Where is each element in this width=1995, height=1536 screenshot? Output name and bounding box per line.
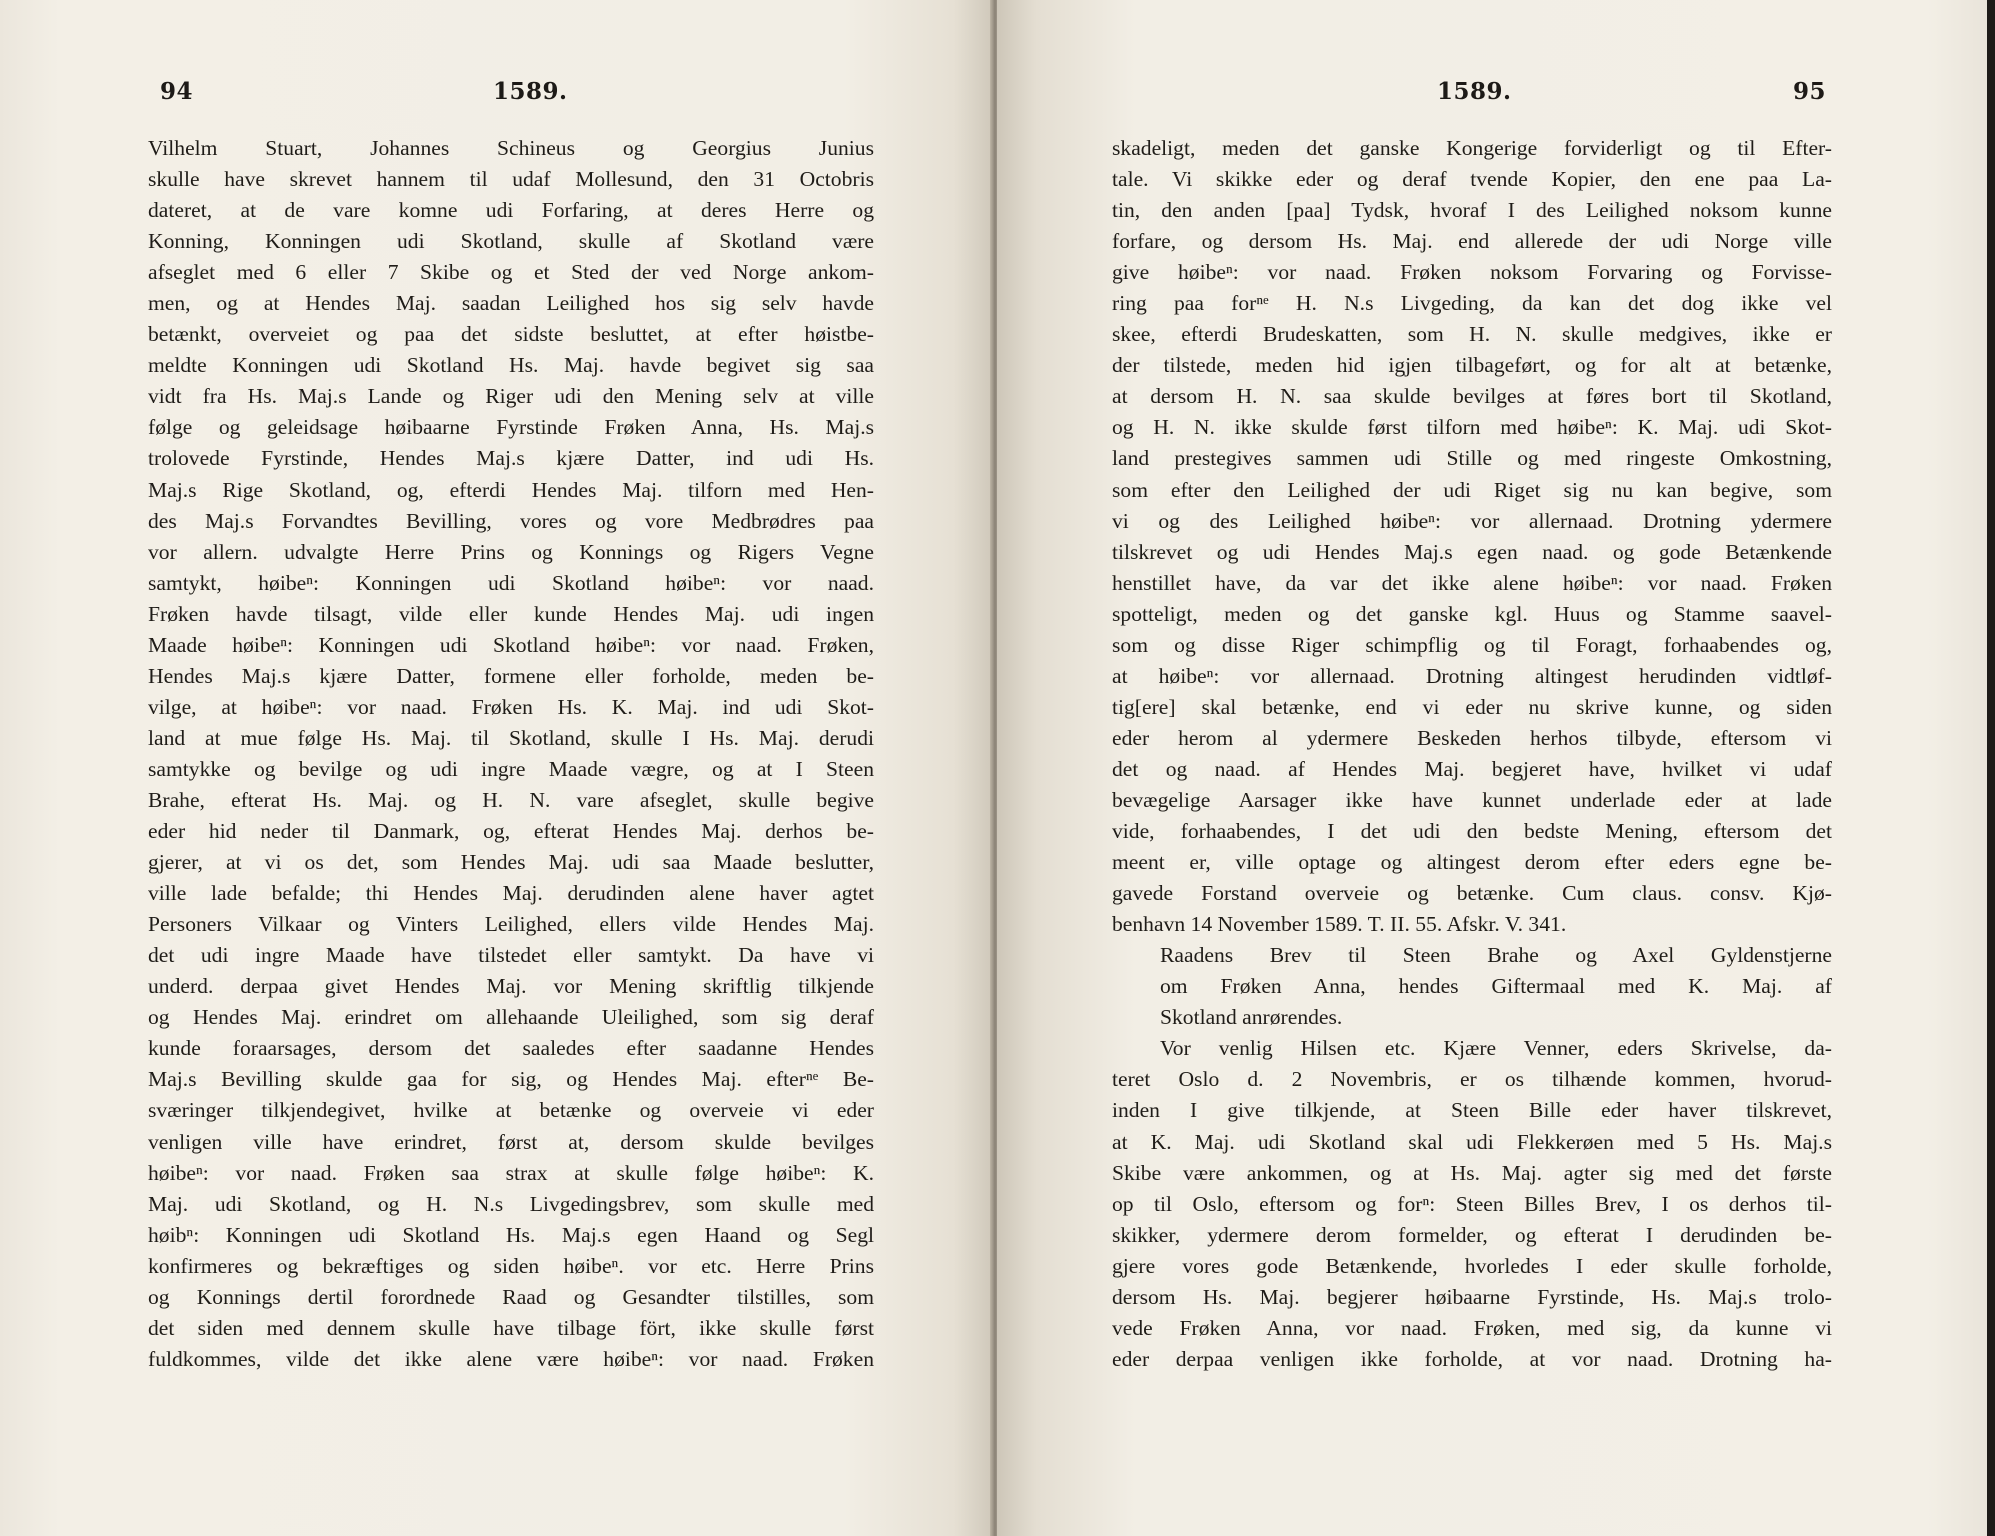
text-line: Maade høibeⁿ: Konningen udi Skotland høibeⁿ: vor naad. Frøken, bbox=[148, 632, 874, 657]
text-line: benhavn 14 November 1589. T. II. 55. Afskr. V. 341. bbox=[1112, 912, 1567, 937]
text-line: gjerer, at vi os det, som Hendes Maj. udi saa Maade beslutter, bbox=[148, 850, 874, 875]
right-running-head: 1589. bbox=[1437, 78, 1512, 105]
text-line: henstillet have, da var det ikke alene høibeⁿ: vor naad. Frøken bbox=[1112, 570, 1832, 595]
text-line: ring paa forⁿᵉ H. N.s Livgeding, da kan det dog ikke vel bbox=[1112, 291, 1832, 316]
text-line: Raadens Brev til Steen Brahe og Axel Gyldenstjerne bbox=[1160, 943, 1832, 968]
left-page-body bbox=[148, 133, 874, 1375]
text-line: afseglet med 6 eller 7 Skibe og et Sted der ved Norge ankom- bbox=[148, 260, 874, 285]
text-line: land at mue følge Hs. Maj. til Skotland, skulle I Hs. Maj. derudi bbox=[148, 725, 874, 750]
text-line: kunde foraarsages, dersom det saaledes efter saadanne Hendes bbox=[148, 1036, 874, 1061]
text-line: eder derpaa venligen ikke forholde, at vor naad. Drotning ha- bbox=[1112, 1346, 1832, 1371]
text-line: høibeⁿ: vor naad. Frøken saa strax at skulle følge høibeⁿ: K. bbox=[148, 1160, 874, 1185]
text-line: vi og des Leilighed høibeⁿ: vor allernaad. Drotning ydermere bbox=[1112, 508, 1832, 533]
text-line: Personers Vilkaar og Vinters Leilighed, ellers vilde Hendes Maj. bbox=[148, 912, 874, 937]
text-line: samtykt, høibeⁿ: Konningen udi Skotland høibeⁿ: vor naad. bbox=[148, 570, 874, 595]
text-line: tilskrevet og udi Hendes Maj.s egen naad. og gode Betænkende bbox=[1112, 539, 1832, 564]
text-line: dersom Hs. Maj. begjerer høibaarne Fyrstinde, Hs. Maj.s trolo- bbox=[1112, 1284, 1832, 1309]
text-line: som efter den Leilighed der udi Riget sig nu kan begive, som bbox=[1112, 477, 1832, 502]
text-line: des Maj.s Forvandtes Bevilling, vores og vore Medbrødres paa bbox=[148, 508, 874, 533]
text-line: vide, forhaabendes, I det udi den bedste Mening, eftersom det bbox=[1112, 819, 1832, 844]
text-line: høibⁿ: Konningen udi Skotland Hs. Maj.s egen Haand og Segl bbox=[148, 1222, 874, 1247]
left-page-number: 94 bbox=[160, 78, 194, 105]
text-line: eder hid neder til Danmark, og, efterat Hendes Maj. derhos be- bbox=[148, 819, 874, 844]
text-line: ville lade befalde; thi Hendes Maj. derudinden alene haver agtet bbox=[148, 881, 874, 906]
right-page-number: 95 bbox=[1793, 78, 1827, 105]
text-line: betænkt, overveiet og paa det sidste besluttet, at efter høistbe- bbox=[148, 322, 874, 347]
text-line: det og naad. af Hendes Maj. begjeret have, hvilket vi udaf bbox=[1112, 756, 1832, 781]
text-line: land prestegives sammen udi Stille og med ringeste Omkostning, bbox=[1112, 446, 1832, 471]
text-line: meent er, ville optage og altingest derom efter eders egne be- bbox=[1112, 850, 1832, 875]
text-line: give høibeⁿ: vor naad. Frøken noksom Forvaring og Forvisse- bbox=[1112, 260, 1832, 285]
text-line: det udi ingre Maade have tilstedet eller samtykt. Da have vi bbox=[148, 943, 874, 968]
text-line: samtykke og bevilge og udi ingre Maade vægre, og at I Steen bbox=[148, 756, 874, 781]
text-line: og Konnings dertil forordnede Raad og Gesandter tilstilles, som bbox=[148, 1284, 874, 1309]
text-line: at K. Maj. udi Skotland skal udi Flekkerøen med 5 Hs. Maj.s bbox=[1112, 1129, 1832, 1154]
text-line: det siden med dennem skulle have tilbage fört, ikke skulle først bbox=[148, 1315, 874, 1340]
text-line: Skotland anrørendes. bbox=[1160, 1005, 1343, 1030]
text-line: tale. Vi skikke eder og deraf tvende Kopier, den ene paa La- bbox=[1112, 167, 1832, 192]
text-line: Skibe være ankommen, og at Hs. Maj. agter sig med det første bbox=[1112, 1160, 1832, 1185]
text-line: konfirmeres og bekræftiges og siden høibeⁿ. vor etc. Herre Prins bbox=[148, 1253, 874, 1278]
text-line: trolovede Fyrstinde, Hendes Maj.s kjære Datter, ind udi Hs. bbox=[148, 446, 874, 471]
text-line: bevægelige Aarsager ikke have kunnet underlade eder at lade bbox=[1112, 787, 1832, 812]
right-page bbox=[997, 0, 1987, 1536]
text-line: følge og geleidsage høibaarne Fyrstinde Frøken Anna, Hs. Maj.s bbox=[148, 415, 874, 440]
text-line: gjere vores gode Betænkende, hvorledes I eder skulle forholde, bbox=[1112, 1253, 1832, 1278]
text-line: fuldkommes, vilde det ikke alene være høibeⁿ: vor naad. Frøken bbox=[148, 1346, 874, 1371]
text-line: og H. N. ikke skulde først tilforn med høibeⁿ: K. Maj. udi Skot- bbox=[1112, 415, 1832, 440]
text-line: Brahe, efterat Hs. Maj. og H. N. vare afseglet, skulle begive bbox=[148, 787, 874, 812]
text-line: om Frøken Anna, hendes Giftermaal med K. Maj. af bbox=[1160, 974, 1832, 999]
right-page-body bbox=[1112, 133, 1832, 1375]
text-line: tin, den anden [paa] Tydsk, hvoraf I des Leilighed noksom kunne bbox=[1112, 198, 1832, 223]
text-line: tig[ere] skal betænke, end vi eder nu skrive kunne, og siden bbox=[1112, 694, 1832, 719]
text-line: Maj. udi Skotland, og H. N.s Livgedingsbrev, som skulle med bbox=[148, 1191, 874, 1216]
text-line: Frøken havde tilsagt, vilde eller kunde Hendes Maj. udi ingen bbox=[148, 601, 874, 626]
text-line: Vilhelm Stuart, Johannes Schineus og Georgius Junius bbox=[148, 136, 874, 160]
text-line: vede Frøken Anna, vor naad. Frøken, med sig, da kunne vi bbox=[1112, 1315, 1832, 1340]
text-line: Konning, Konningen udi Skotland, skulle af Skotland være bbox=[148, 229, 874, 254]
left-page bbox=[0, 0, 993, 1536]
text-line: at dersom H. N. saa skulde bevilges at føres bort til Skotland, bbox=[1112, 384, 1832, 409]
text-line: vor allern. udvalgte Herre Prins og Konnings og Rigers Vegne bbox=[148, 539, 874, 564]
text-line: op til Oslo, eftersom og forⁿ: Steen Billes Brev, I os derhos til- bbox=[1112, 1191, 1832, 1216]
text-line: skulle have skrevet hannem til udaf Mollesund, den 31 Octobris bbox=[148, 167, 874, 192]
text-line: der tilstede, meden hid igjen tilbageført, og for alt at betænke, bbox=[1112, 353, 1832, 378]
text-line: skee, efterdi Brudeskatten, som H. N. skulle medgives, ikke er bbox=[1112, 322, 1832, 347]
text-line: venligen ville have erindret, først at, dersom skulde bevilges bbox=[148, 1129, 874, 1154]
text-line: Maj.s Bevilling skulde gaa for sig, og Hendes Maj. efterⁿᵉ Be- bbox=[148, 1067, 874, 1092]
text-line: eder herom al ydermere Beskeden herhos tilbyde, eftersom vi bbox=[1112, 725, 1832, 750]
text-line: teret Oslo d. 2 Novembris, er os tilhænde kommen, hvorud- bbox=[1112, 1067, 1832, 1092]
text-line: Vor venlig Hilsen etc. Kjære Venner, eders Skrivelse, da- bbox=[1160, 1036, 1832, 1061]
text-line: men, og at Hendes Maj. saadan Leilighed hos sig selv havde bbox=[148, 291, 874, 316]
text-line: at høibeⁿ: vor allernaad. Drotning altingest herudinden vidtløf- bbox=[1112, 663, 1832, 688]
left-running-head: 1589. bbox=[493, 78, 568, 105]
text-line: skadeligt, meden det ganske Kongerige forviderligt og til Efter- bbox=[1112, 136, 1832, 160]
text-line: meldte Konningen udi Skotland Hs. Maj. havde begivet sig saa bbox=[148, 353, 874, 378]
text-line: som og disse Riger schimpflig og til Foragt, forhaabendes og, bbox=[1112, 632, 1832, 657]
text-line: vilge, at høibeⁿ: vor naad. Frøken Hs. K. Maj. ind udi Skot- bbox=[148, 694, 874, 719]
text-line: forfare, og dersom Hs. Maj. end allerede der udi Norge ville bbox=[1112, 229, 1832, 254]
text-line: underd. derpaa givet Hendes Maj. vor Mening skriftlig tilkjende bbox=[148, 974, 874, 999]
text-line: Maj.s Rige Skotland, og, efterdi Hendes Maj. tilforn med Hen- bbox=[148, 477, 874, 502]
text-line: dateret, at de vare komne udi Forfaring, at deres Herre og bbox=[148, 198, 874, 223]
text-line: Hendes Maj.s kjære Datter, formene eller forholde, meden be- bbox=[148, 663, 874, 688]
text-line: gavede Forstand overveie og betænke. Cum claus. consv. Kjø- bbox=[1112, 881, 1832, 906]
text-line: inden I give tilkjende, at Steen Bille eder haver tilskrevet, bbox=[1112, 1098, 1832, 1123]
text-line: og Hendes Maj. erindret om allehaande Uleilighed, som sig deraf bbox=[148, 1005, 874, 1030]
text-line: vidt fra Hs. Maj.s Lande og Riger udi den Mening selv at ville bbox=[148, 384, 874, 409]
text-line: sværinger tilkjendegivet, hvilke at betænke og overveie vi eder bbox=[148, 1098, 874, 1123]
text-line: spotteligt, meden og det ganske kgl. Huus og Stamme saavel- bbox=[1112, 601, 1832, 626]
text-line: skikker, ydermere derom formelder, og efterat I derudinden be- bbox=[1112, 1222, 1832, 1247]
